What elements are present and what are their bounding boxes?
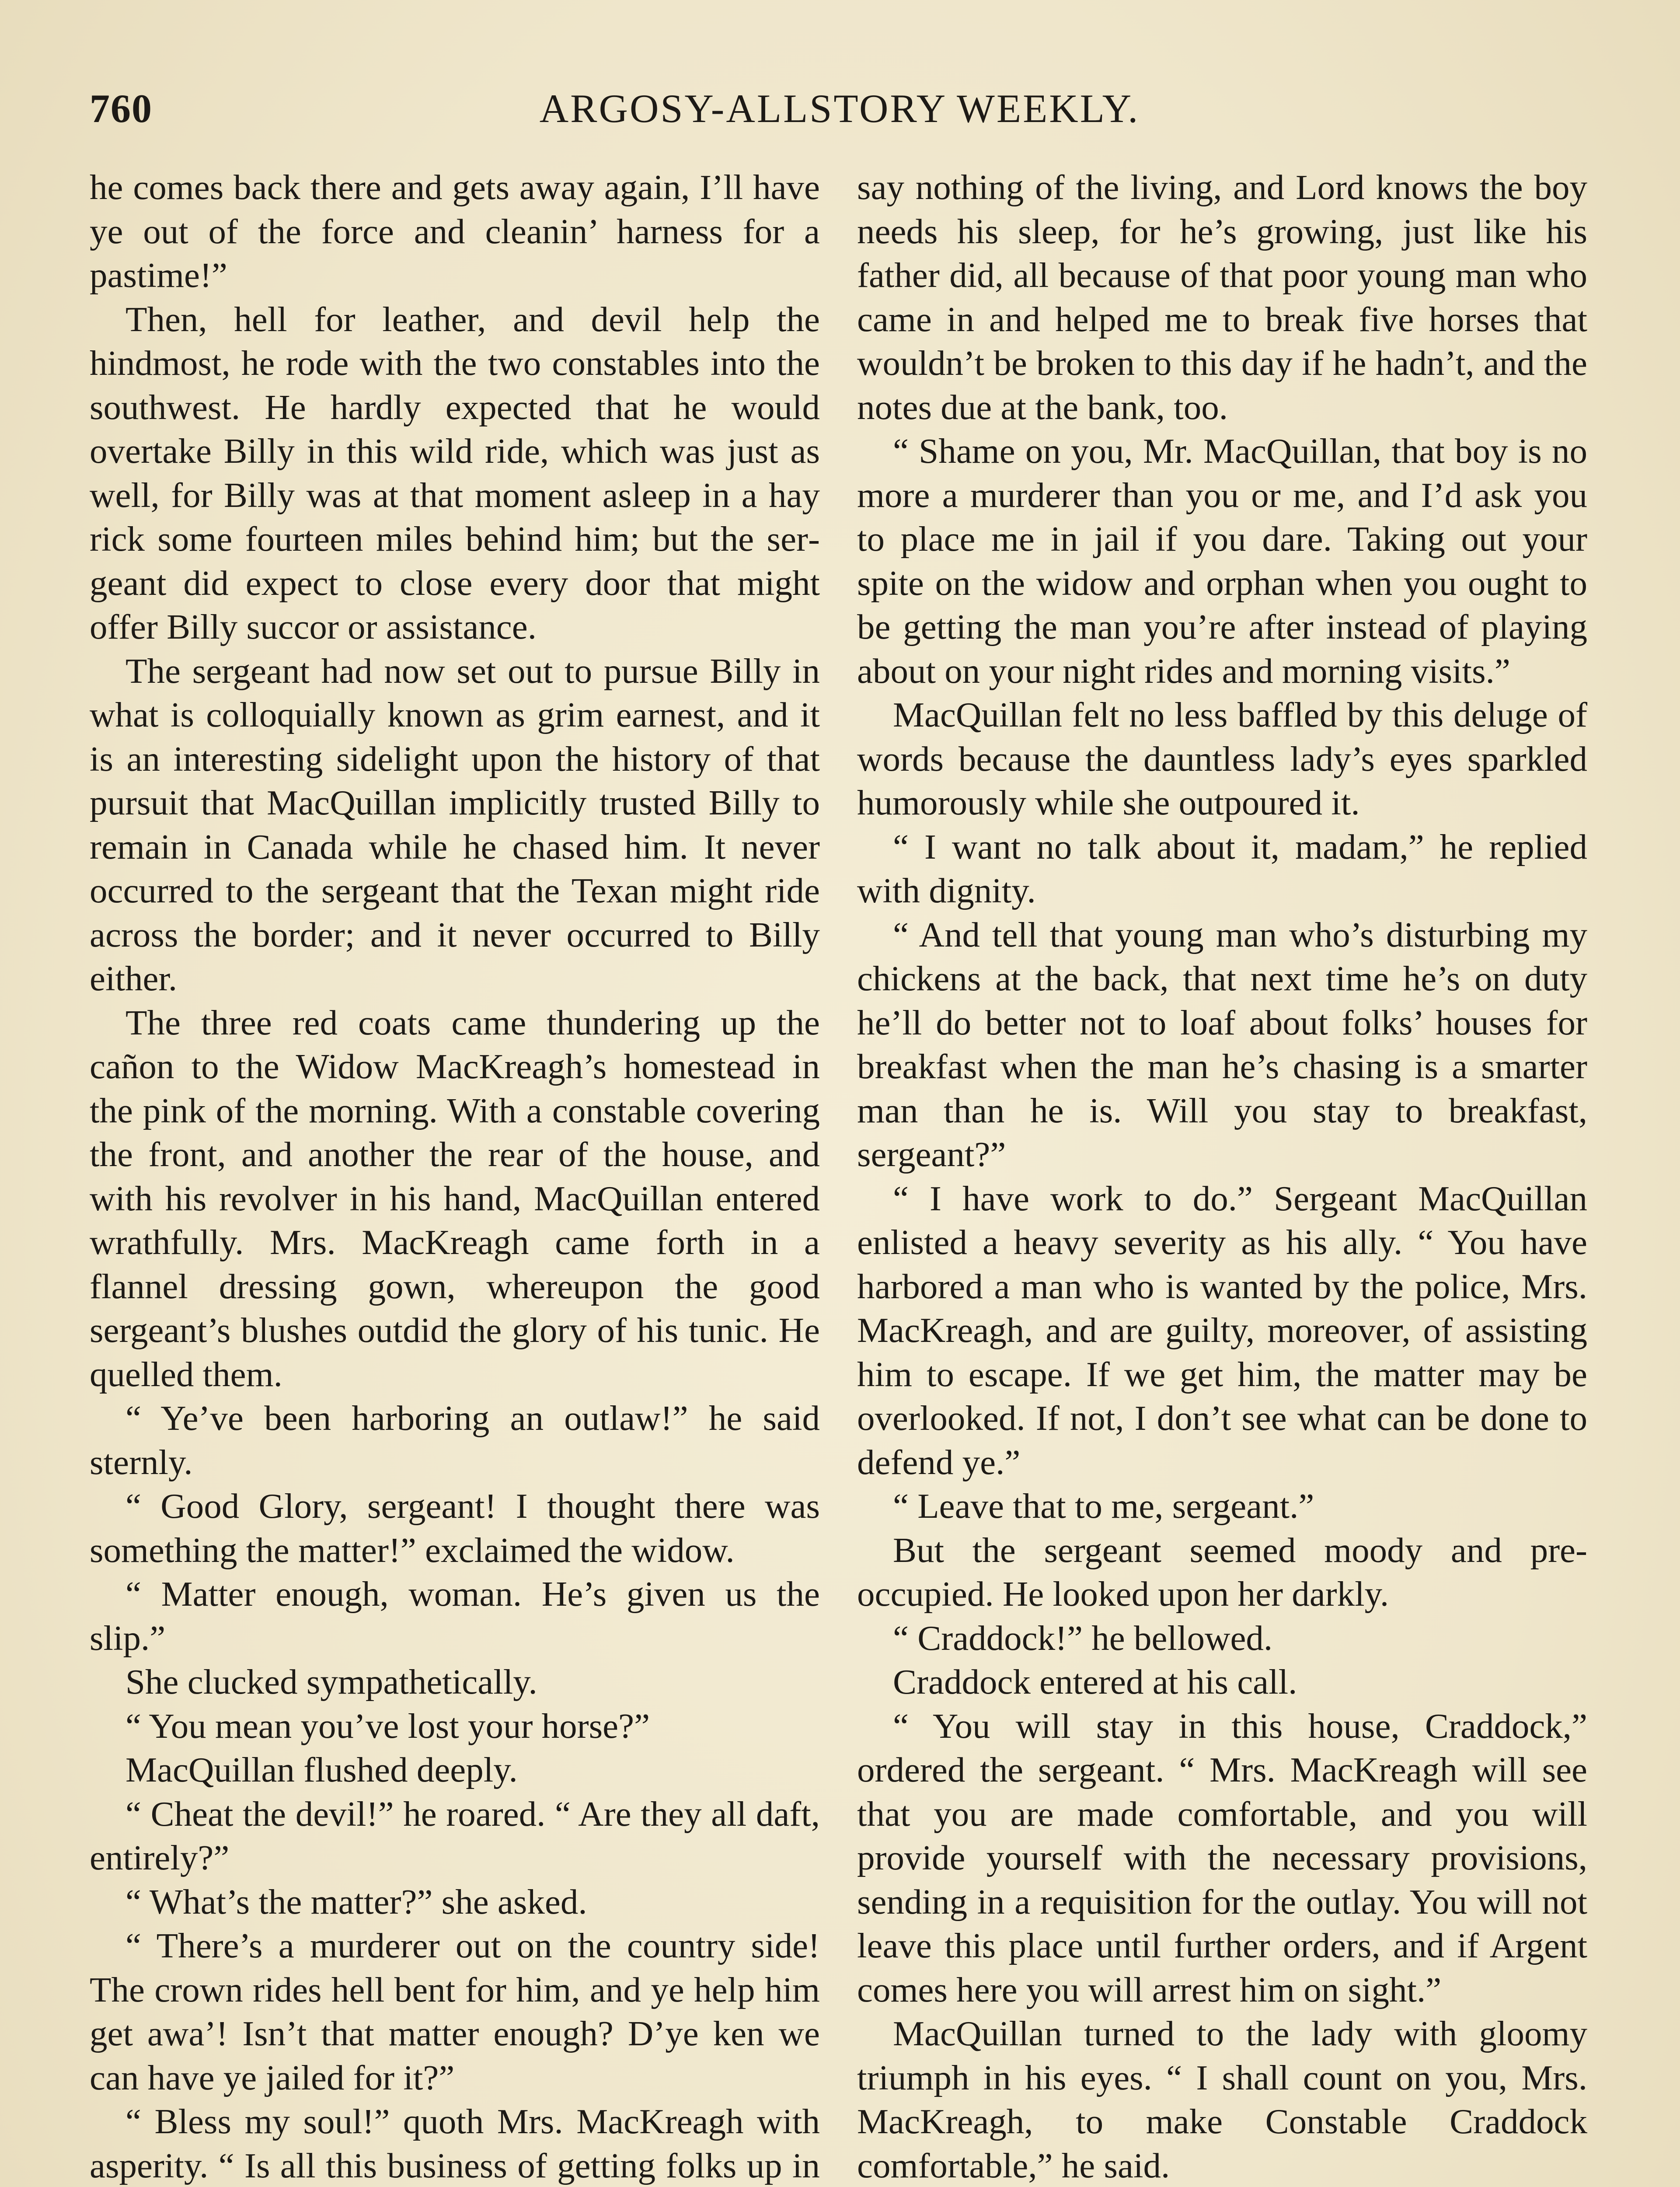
paragraph: “ You will stay in this house, Craddock,” ordered the sergeant. “ Mrs. MacKreagh will see that you are made comfortable, and you will provide yourself with the necessary provisions, sending in a requisition for the outlay. You will not leave this place until further orders, and if Argent comes here you will arrest him on sight.” — [857, 1706, 1587, 2009]
paragraph: The sergeant had now set out to pursue Billy in what is colloquially known as grim earnest, and it is an interesting sidelight upon the history of that pursuit that MacQuillan implicitly trusted Billy to remain in Canada while he chased him. It never occurred to the sergeant that the Texan might ride across the border; and it never occurred to Billy either. — [90, 651, 820, 998]
page-number: 760 — [90, 86, 153, 131]
left-column — [90, 165, 820, 2187]
page-header — [90, 77, 1589, 142]
paragraph: “ You mean you’ve lost your horse?” — [125, 1706, 650, 1746]
paragraph: “ And tell that young man who’s disturbing my chickens at the back, that next time he’s on duty he’ll do better not to loaf about folks’ houses for breakfast when the man he’s chasing is a smarter man than he is. Will you stay to breakfast, sergeant?” — [857, 915, 1587, 1174]
running-title: ARGOSY-ALLSTORY WEEKLY. — [539, 86, 1140, 131]
paragraph: “ Cheat the devil!” he roared. “ Are they all daft, entirely?” — [90, 1794, 820, 1877]
paragraph: “ Shame on you, Mr. MacQuillan, that boy is no more a murderer than you or me, and I’d ask you to place me in jail if you dare. Taking out your spite on the widow and orphan when you ought to be getting the man you’re after instead of playing about on your night rides and morning visits.” — [857, 431, 1587, 691]
paragraph: he comes back there and gets away again, I’ll have ye out of the force and cleanin’ harness for a pastime!” — [90, 168, 820, 295]
paragraph: “ Matter enough, woman. He’s given us the slip.” — [90, 1574, 820, 1658]
paragraph: say nothing of the living, and Lord knows the boy needs his sleep, for he’s growing, just like his father did, all because of that poor young man who came in and helped me to break five horses that wouldn’t be broken to this day if he hadn’t, and the notes due at the bank, too. — [857, 168, 1587, 427]
paragraph: She clucked sympathetically. — [125, 1662, 537, 1701]
paragraph: “ There’s a murderer out on the country side! The crown rides hell bent for him, and ye help him get awa’! Isn’t that matter enough? D’ye ken we can have ye jailed for it?” — [90, 1926, 820, 2097]
paragraph: MacQuillan flushed deeply. — [125, 1750, 518, 1789]
paragraph: “ Leave that to me, sergeant.” — [893, 1486, 1314, 1526]
paragraph: “ Good Glory, sergeant! I thought there was something the matter!” exclaimed the widow. — [90, 1486, 820, 1570]
paragraph: “ What’s the matter?” she asked. — [125, 1882, 587, 1921]
paragraph: “ Ye’ve been harboring an outlaw!” he said sternly. — [90, 1398, 820, 1482]
paragraph: “ I want no talk about it, madam,” he replied with dignity. — [857, 827, 1587, 910]
paragraph: Craddock entered at his call. — [893, 1662, 1297, 1701]
paragraph: “ I have work to do.” Sergeant MacQuillan enlisted a heavy severity as his ally. “ You have harbored a man who is wanted by the police, Mrs. MacKreagh, and are guilty, moreover, of assisting him to escape. If we get him, the matter may be overlooked. If not, I don’t see what can be done to defend ye.” — [857, 1178, 1587, 1482]
paragraph: MacQuillan felt no less baffled by this deluge of words because the dauntless lady’s eyes sparkled humorously while she outpoured it. — [857, 695, 1587, 822]
paragraph: MacQuillan turned to the lady with gloomy triumph in his eyes. “ I shall count on you, Mrs. MacKreagh, to make Constable Craddock comfortable,” he said. — [857, 2014, 1587, 2185]
right-column — [857, 165, 1587, 2187]
paragraph: Then, hell for leather, and devil help the hindmost, he rode with the two constables into the southwest. He hardly expected that he would overtake Billy in this wild ride, which was just as well, for Billy was at that moment asleep in a hay rick some fourteen miles behind him; but the sergeant did expect to close every door that might offer Billy succor or assistance. — [90, 299, 820, 646]
text-columns — [90, 165, 1589, 2187]
paragraph: “ Craddock!” he bellowed. — [893, 1618, 1273, 1658]
paragraph: The three red coats came thundering up the cañon to the Widow MacKreagh’s homestead in the pink of the morning. With a constable covering the front, and another the rear of the house, and with his revolver in his hand, MacQuillan entered wrathfully. Mrs. MacKreagh came forth in a flannel dressing gown, whereupon the good sergeant’s blushes outdid the glory of his tunic. He quelled them. — [90, 1003, 820, 1394]
paragraph: “ Bless my soul!” quoth Mrs. MacKreagh with asperity. “ Is all this business of getting folks up in — [90, 2102, 820, 2185]
paragraph: But the sergeant seemed moody and preoccupied. He looked upon her darkly. — [857, 1530, 1587, 1614]
